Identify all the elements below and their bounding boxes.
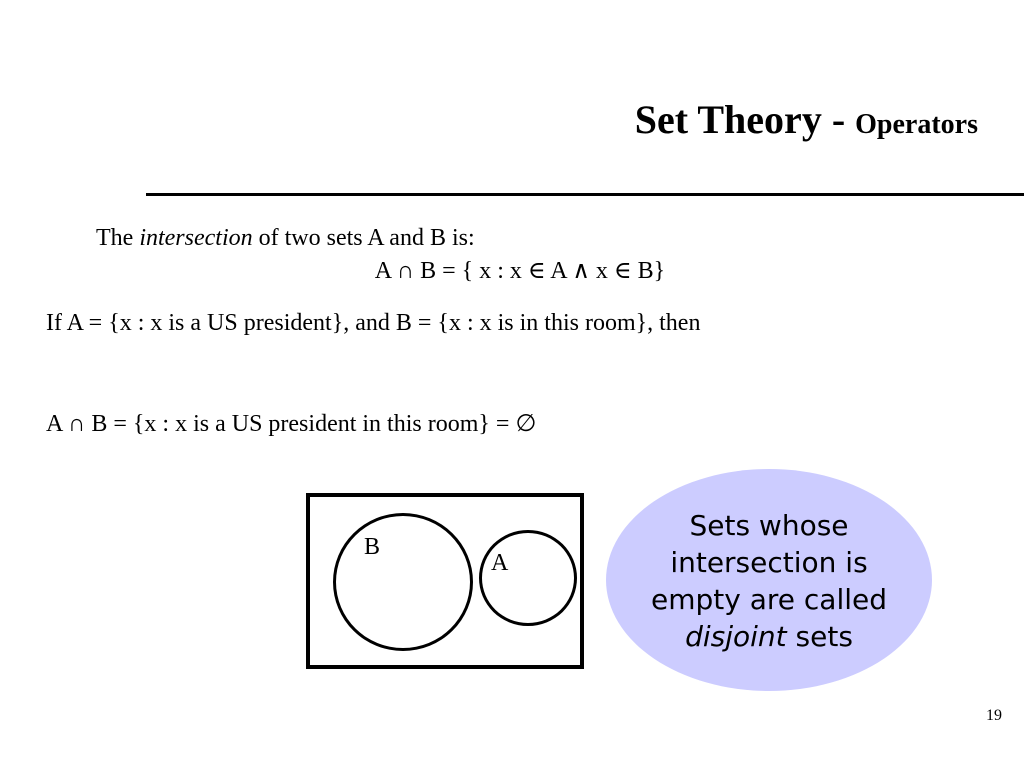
title-divider bbox=[146, 193, 1024, 196]
intersection-definition bbox=[96, 225, 475, 251]
set-b-circle bbox=[333, 513, 473, 651]
definition-prefix: The bbox=[96, 225, 140, 251]
slide-title bbox=[634, 97, 978, 142]
definition-suffix: of two sets A and B is: bbox=[252, 225, 475, 251]
example-result: A ∩ B = {x : x is a US president in this room} = ∅ bbox=[46, 411, 537, 437]
callout-term: disjoint bbox=[685, 620, 787, 653]
set-a-circle bbox=[479, 530, 577, 626]
set-b-label: B bbox=[364, 534, 381, 560]
page-number: 19 bbox=[986, 707, 1002, 724]
callout-suffix: sets bbox=[786, 620, 853, 653]
disjoint-callout bbox=[606, 469, 932, 691]
set-a-label: A bbox=[491, 550, 509, 576]
title-main: Set Theory - bbox=[634, 97, 856, 142]
callout-text bbox=[624, 507, 914, 655]
title-sub: Operators bbox=[855, 109, 978, 140]
venn-diagram bbox=[306, 493, 584, 669]
example-sets: If A = {x : x is a US president}, and B = {x : x is in this room}, then bbox=[46, 310, 701, 336]
definition-term: intersection bbox=[139, 225, 253, 251]
callout-prefix: Sets whose intersection is empty are called bbox=[650, 509, 888, 616]
intersection-formula: A ∩ B = { x : x ∈ A ∧ x ∈ B} bbox=[374, 258, 666, 284]
